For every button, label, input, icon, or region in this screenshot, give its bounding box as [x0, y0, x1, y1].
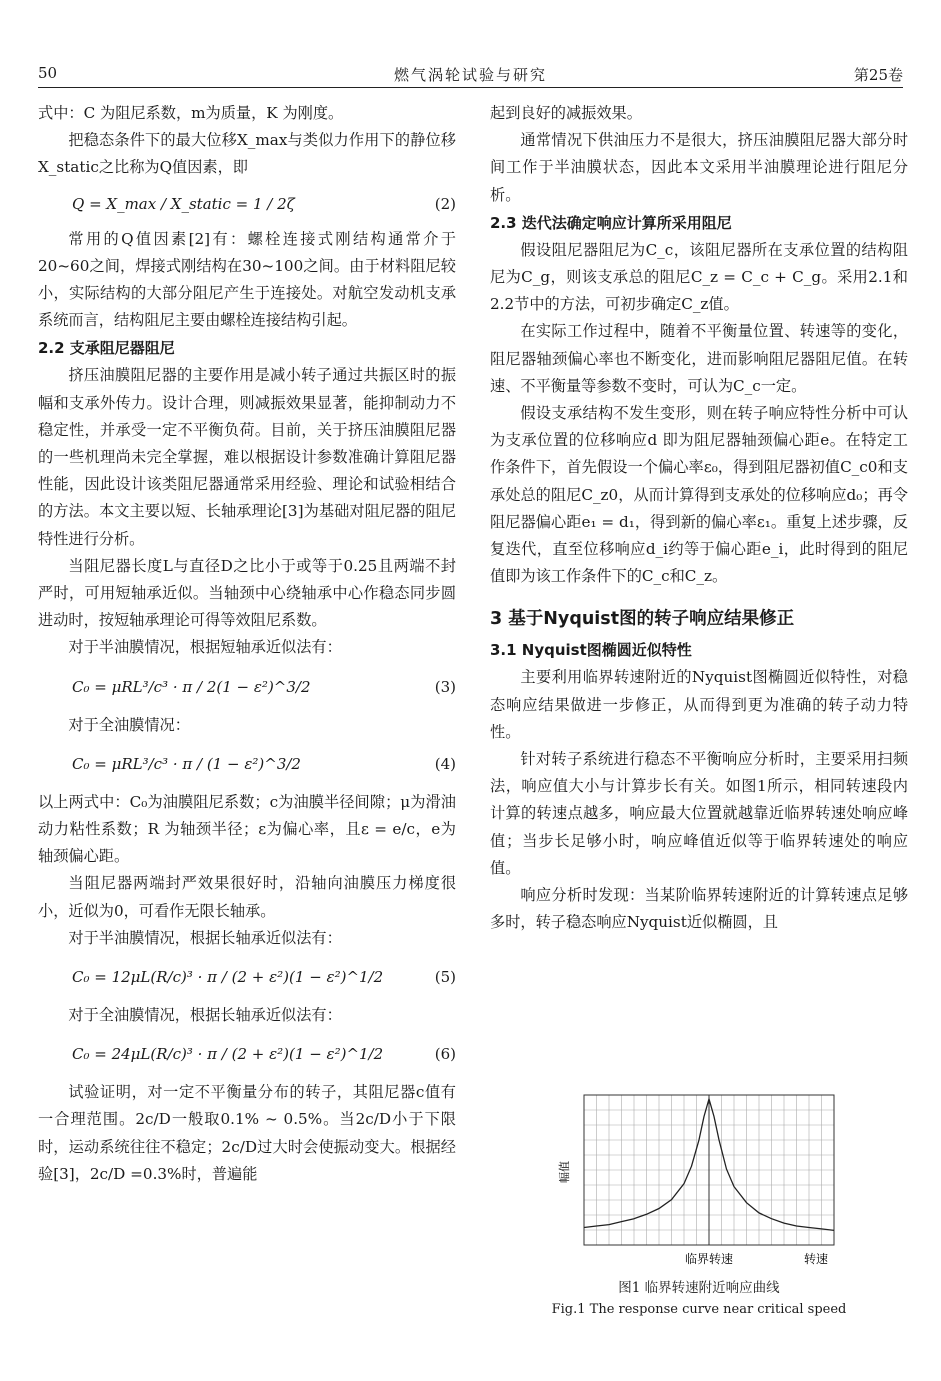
paragraph: 假设阻尼器阻尼为C_c，该阻尼器所在支承位置的结构阻尼为C_g，则该支承总的阻尼C_z = C_c + C_g。采用2.1和2.2节中的方法，可初步确定C_z值。: [490, 240, 908, 314]
left-column: [38, 100, 456, 1188]
x-critical-label: 临界转速: [684, 1252, 734, 1266]
equation: [38, 182, 456, 226]
x-axis-label: 转速: [803, 1252, 829, 1266]
paragraph: 挤压油膜阻尼器的主要作用是减小转子通过共振区时的振幅和支承外传力。设计合理，则减振效果显著，能抑制动力不稳定性，并承受一定不平衡负荷。目前，关于挤压油膜阻尼器的一些机理尚未完全掌握，难以根据设计参数准确计算阻尼器性能，因此设计该类阻尼器通常采用经验、理论和试验相结合的方法。本文主要以短、长轴承理论[3]为基础对阻尼器的阻尼特性进行分析。: [38, 366, 456, 548]
paragraph: 对于半油膜情况，根据长轴承近似法有：: [68, 928, 342, 947]
figure-caption-en: Fig.1 The response curve near critical speed: [551, 1302, 847, 1317]
paragraph: 通常情况下供油压力不是很大，挤压油膜阻尼器大部分时间工作于半油膜状态，因此本文采用半油膜理论进行阻尼分析。: [490, 131, 908, 204]
paragraph: 对于全油膜情况：: [68, 715, 190, 734]
equation-body: C₀ = 12μL(R/c)³ · π / (2 + ε²)(1 − ε²)^1/2: [72, 968, 384, 987]
paragraph: 式中：C 为阻尼系数，m为质量，K 为刚度。: [38, 104, 344, 122]
equation-number: (4): [434, 754, 456, 773]
equation-number: (2): [434, 194, 456, 213]
equation-number: (6): [434, 1045, 456, 1064]
section-heading: 2.2 支承阻尼器阻尼: [38, 339, 175, 358]
equation: [38, 739, 456, 789]
equation: [38, 952, 456, 1002]
page-header: [38, 60, 903, 88]
paragraph: 对于半油膜情况，根据短轴承近似法有：: [68, 638, 342, 657]
equation: [38, 1029, 456, 1079]
section-heading: 3.1 Nyquist图椭圆近似特性: [490, 641, 692, 660]
paragraph: 对于全油膜情况，根据长轴承近似法有：: [68, 1006, 342, 1025]
paragraph: 把稳态条件下的最大位移X_max与类似力作用下的静位移X_static之比称为Q值因素，即: [38, 131, 456, 177]
paragraph: 当阻尼器长度L与直径D之比小于或等于0.25且两端不封严时，可用短轴承近似。当轴颈中心绕轴承中心作稳态同步圆进动时，按短轴承理论可得等效阻尼系数。: [38, 556, 456, 630]
paragraph: 常用的Q值因素[2]有：螺栓连接式刚结构通常介于20~60之间，焊接式刚结构在30~100之间。由于材料阻尼较小，实际结构的大部分阻尼产生于连接处。对航空发动机支承系统而言，结构阻尼主要由螺栓连接结构引起。: [38, 229, 456, 330]
paragraph: 当阻尼器两端封严效果很好时，沿轴向油膜压力梯度很小，近似为0，可看作无限长轴承。: [38, 874, 456, 920]
equation-number: (3): [434, 677, 456, 696]
figure-1: [490, 1087, 908, 1321]
paragraph: 试验证明，对一定不平衡量分布的转子，其阻尼器c值有一合理范围。2c/D一般取0.1% ~ 0.5%。当2c/D小于下限时，运动系统往往不稳定；2c/D过大时会使振动变大。根据经验[3]，2c/D =0.3%时，普遍能: [38, 1083, 456, 1183]
figure-caption-cn: 图1 临界转速附近响应曲线: [618, 1280, 780, 1296]
paragraph: 起到良好的减振效果。: [490, 104, 642, 122]
paragraph: 针对转子系统进行稳态不平衡响应分析时，主要采用扫频法，响应值大小与计算步长有关。如图1所示，相同转速段内计算的转速点越多，响应最大位置就越靠近临界转速处响应峰值；当步长足够小时，响应峰值近似等于临界转速处的响应值。: [490, 750, 908, 877]
paragraph: 以上两式中：C₀为油膜阻尼系数；c为油膜半径间隙；μ为滑油动力粘性系数；R 为轴颈半径；ε为偏心率，且ε = e/c，e为轴颈偏心距。: [38, 792, 456, 866]
page-number: 50: [38, 64, 58, 82]
right-column: [490, 100, 908, 936]
paragraph: 主要利用临界转速附近的Nyquist图椭圆近似特性，对稳态响应结果做进一步修正，从而得到更为准确的转子动力特性。: [490, 668, 908, 741]
paragraph: 响应分析时发现：当某阶临界转速附近的计算转速点足够多时，转子稳态响应Nyquist近似椭圆，且: [490, 886, 908, 932]
equation-body: C₀ = μRL³/c³ · π / (1 − ε²)^3/2: [72, 754, 301, 773]
journal-title: 燃气涡轮试验与研究: [393, 66, 547, 84]
paragraph: 假设支承结构不发生变形，则在转子响应特性分析中可认为支承位置的位移响应d 即为阻尼器轴颈偏心距e。在特定工作条件下，首先假设一个偏心率ε₀，得到阻尼器初值C_c0和支承处总的阻尼C_z0，从而计算得到支承处的位移响应d₀；再令阻尼器偏心距e₁ = d₁，得到新的偏心率ε₁。重复上述步骤，反复迭代，直至位移响应d_i约等于偏心距e_i，此时得到的阻尼值即为该工作条件下的C_c和C_z。: [490, 404, 908, 586]
equation-body: C₀ = 24μL(R/c)³ · π / (2 + ε²)(1 − ε²)^1/2: [72, 1045, 384, 1064]
section-heading: 3 基于Nyquist图的转子响应结果修正: [490, 609, 795, 630]
section-heading: 2.3 迭代法确定响应计算所采用阻尼: [490, 213, 732, 232]
volume-label: 第25卷: [853, 66, 903, 84]
equation-body: C₀ = μRL³/c³ · π / 2(1 − ε²)^3/2: [72, 677, 311, 696]
paragraph: 在实际工作过程中，随着不平衡量位置、转速等的变化，阻尼器轴颈偏心率也不断变化，进而影响阻尼器阻尼值。在转速、不平衡量等参数不变时，可认为C_c一定。: [490, 322, 908, 395]
equation: [38, 662, 456, 712]
response-curve-chart: [554, 1087, 844, 1277]
y-axis-label: 幅值: [558, 1161, 571, 1183]
equation-body: Q = X_max / X_static = 1 / 2ζ: [72, 194, 295, 213]
equation-number: (5): [434, 968, 456, 987]
